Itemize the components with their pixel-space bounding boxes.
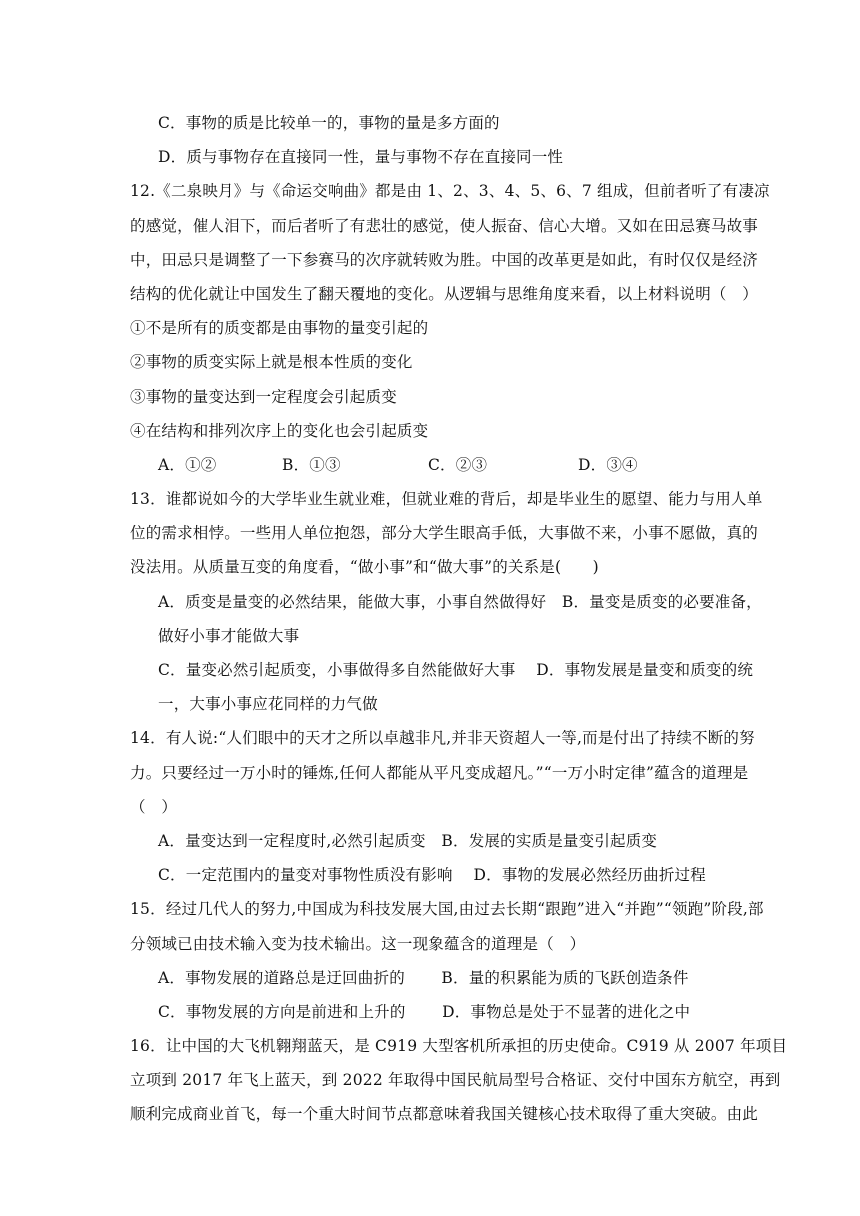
q12-option-a: A．①② <box>158 455 217 474</box>
page-content <box>130 106 788 1132</box>
q13-options-cd: C．量变必然引起质变，小事做得多自然能做好大事 D．事物发展是量变和质变的统 <box>158 661 754 679</box>
q11-option-d: D．质与事物存在直接同一性，量与事物不存在直接同一性 <box>158 148 564 167</box>
q15-options-cd: C．事物发展的方向是前进和上升的 D．事物总是处于不显著的进化之中 <box>158 1002 691 1021</box>
q12-option-c: C．②③ <box>428 455 488 474</box>
q16-stem-line-1: 16．让中国的大飞机翱翔蓝天，是 C919 大型客机所承担的历史使命。C919 从 2007 年项目 <box>130 1037 788 1056</box>
q12-option-d: D．③④ <box>578 455 638 474</box>
q14-options-cd: C．一定范围内的量变对事物性质没有影响 D．事物的发展必然经历曲折过程 <box>158 866 706 885</box>
q13-stem-line-1: 13．谁都说如今的大学毕业生就业难，但就业难的背后，却是毕业生的愿望、能力与用人单 <box>130 490 763 509</box>
q12-options <box>130 448 730 482</box>
q12-statement-3: ③事物的量变达到一定程度会引起质变 <box>130 387 397 406</box>
q12-stem-line-3: 中，田忌只是调整了一下参赛马的次序就转败为胜。中国的改革更是如此，有时仅仅是经济 <box>130 250 759 269</box>
q15-stem-line-2: 分领域已由技术输入变为技术输出。这一现象蕴含的道理是（ ） <box>130 934 586 953</box>
q14-stem-line-2: 力。只要经过一万小时的锤炼,任何人都能从平凡变成超凡。”“一万小时定律”蕴含的道理是 <box>130 763 749 782</box>
q15-stem-line-1: 15．经过几代人的努力,中国成为科技发展大国,由过去长期“跟跑”进入“并跑”“领跑”阶段,部 <box>130 900 764 919</box>
q13-stem-line-2: 位的需求相悖。一些用人单位抱怨，部分大学生眼高手低，大事做不来，小事不愿做，真的 <box>130 524 759 543</box>
q13-options-ab-cont: 做好小事才能做大事 <box>158 626 300 645</box>
q12-stem-line-2: 的感觉，催人泪下，而后者听了有悲壮的感觉，使人振奋、信心大增。又如在田忌赛马故事 <box>130 216 759 235</box>
q14-options-ab: A．量变达到一定程度时,必然引起质变 B．发展的实质是量变引起质变 <box>158 831 658 850</box>
q13-stem-line-3: 没法用。从质量互变的角度看，“做小事”和“做大事”的关系是( ) <box>130 558 599 577</box>
q14-stem-line-3: （ ） <box>130 797 178 816</box>
q13-options-ab: A．质变是量变的必然结果，能做大事，小事自然做得好 B．量变是质变的必要准备， <box>158 592 762 611</box>
q12-statement-2: ②事物的质变实际上就是根本性质的变化 <box>130 353 413 372</box>
q12-statement-4: ④在结构和排列次序上的变化也会引起质变 <box>130 421 429 440</box>
q15-options-ab: A．事物发展的道路总是迂回曲折的 B．量的积累能为质的飞跃创造条件 <box>158 968 689 987</box>
q12-statement-1: ①不是所有的质变都是由事物的量变引起的 <box>130 319 429 338</box>
q16-stem-line-3: 顺利完成商业首飞，每一个重大时间节点都意味着我国关键核心技术取得了重大突破。由此 <box>130 1105 759 1124</box>
q13-options-cd-cont: 一，大事小事应花同样的力气做 <box>158 695 378 714</box>
q16-stem-line-2: 立项到 2017 年飞上蓝天，到 2022 年取得中国民航局型号合格证、交付中国东方航空，再到 <box>130 1071 781 1090</box>
q12-stem-line-1: 12.《二泉映月》与《命运交响曲》都是由 1、2、3、4、5、6、7 组成，但前者听了有凄凉 <box>130 182 770 201</box>
q14-stem-line-1: 14．有人说:“人们眼中的天才之所以卓越非凡,并非天资超人一等,而是付出了持续不断的努 <box>130 729 755 748</box>
q12-option-b: B．①③ <box>282 455 341 474</box>
q11-option-c: C．事物的质是比较单一的，事物的量是多方面的 <box>158 114 500 132</box>
q12-stem-line-4: 结构的优化就让中国发生了翻天覆地的变化。从逻辑与思维角度来看，以上材料说明（ ） <box>130 284 759 303</box>
